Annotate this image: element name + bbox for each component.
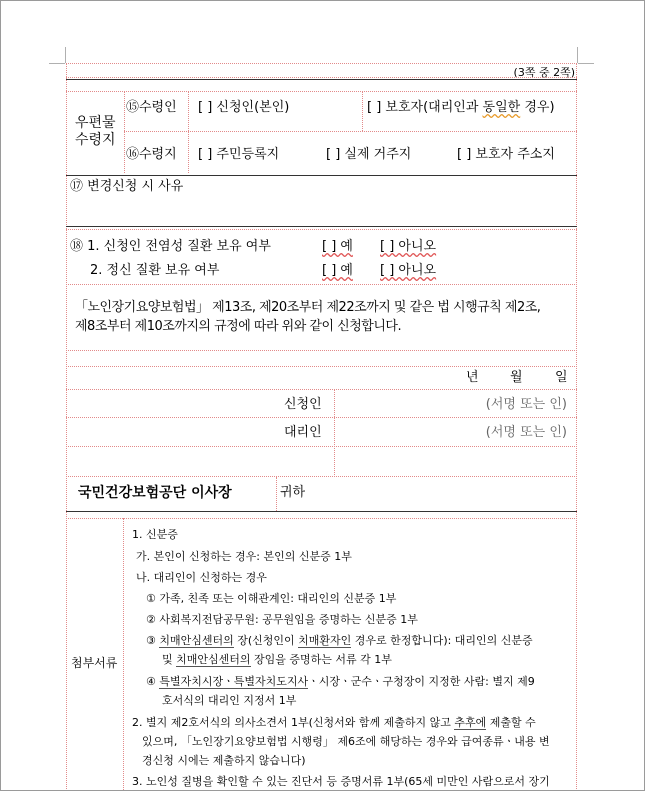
disease-q1-label: ⑱ 1. 신청인 전염성 질환 보유 여부 — [70, 239, 271, 254]
date-month[interactable]: 월 — [510, 370, 523, 385]
attachment-line-10: 2. 별지 제2호서식의 의사소견서 1부(신청서와 함께 제출하지 않고 추후에 제출할 수 — [132, 716, 536, 729]
statement-line-2: 제8조부터 제10조까지의 규정에 따라 위와 같이 신청합니다. — [75, 319, 402, 334]
place-option-actual-residence[interactable]: [ ] 실제 거주지 — [326, 147, 412, 162]
statement-line-1: 「노인장기요양보험법」 제13조, 제20조부터 제22조까지 및 같은 법 시행규칙 제2조, — [75, 300, 541, 315]
place-label: ⑯수령지 — [126, 147, 177, 162]
page-indicator: (3쪽 중 2쪽) — [513, 66, 575, 79]
signature-proxy-field[interactable]: (서명 또는 인) — [485, 425, 567, 440]
attachment-line-2: 가. 본인이 신청하는 경우: 본인의 신분증 1부 — [136, 550, 352, 563]
receiver-option-guardian[interactable]: [ ] 보호자(대리인과 동일한 경우) — [367, 100, 555, 115]
disease-q2-label: 2. 정신 질환 보유 여부 — [90, 263, 220, 278]
crop-mark-left — [65, 47, 66, 63]
attachment-line-5: ② 사회복지전담공무원: 공무원임을 증명하는 신분증 1부 — [146, 613, 418, 626]
disease-q1-yes[interactable]: [ ] 예 — [322, 239, 353, 254]
disease-q2-yes[interactable]: [ ] 예 — [322, 263, 353, 278]
attachment-line-12: 경신청 시에는 제출하지 않습니다) — [142, 754, 306, 767]
mail-receiver-label-line2: 수령지 — [75, 132, 116, 148]
signature-applicant-field[interactable]: (서명 또는 인) — [485, 397, 567, 412]
attachment-line-8: ④ 특별자치시장ㆍ특별자치도지사ㆍ시장ㆍ군수ㆍ구청장이 지정한 사람: 별지 제9 — [146, 675, 535, 688]
receiver-option-self[interactable]: [ ] 신청인(본인) — [198, 100, 290, 115]
crop-mark-left-h — [49, 63, 65, 64]
attachment-line-6: ③ 치매안심센터의 장(신청인이 치매환자인 경우로 한정합니다): 대리인의 신분증 — [146, 634, 533, 647]
change-reason-label: ⑰ 변경신청 시 사유 — [70, 179, 184, 194]
right-border — [576, 63, 577, 791]
receiver-label: ⑮수령인 — [126, 100, 177, 115]
mail-receiver-label-line1: 우편물 — [75, 115, 116, 131]
attachment-line-3: 나. 대리인이 신청하는 경우 — [136, 571, 267, 584]
disease-q1-no[interactable]: [ ] 아니오 — [380, 239, 437, 254]
place-option-guardian-address[interactable]: [ ] 보호자 주소지 — [457, 147, 555, 162]
recipient-title: 국민건강보험공단 이사장 — [78, 485, 232, 501]
attachment-line-4: ① 가족, 친족 또는 이해관계인: 대리인의 신분증 1부 — [146, 592, 397, 605]
place-option-registered-address[interactable]: [ ] 주민등록지 — [198, 147, 280, 162]
attachment-line-11: 있으며, 「노인장기요양보험법 시행령」 제6조에 해당하는 경우와 급여종류ㆍ내용 변 — [142, 735, 550, 748]
date-day[interactable]: 일 — [555, 370, 568, 385]
recipient-suffix: 귀하 — [280, 485, 306, 500]
attachment-line-7: 및 치매안심센터의 장임을 증명하는 서류 각 1부 — [162, 653, 392, 666]
crop-mark-right-h — [578, 63, 594, 64]
crop-mark-right — [577, 47, 578, 63]
attachment-line-1: 1. 신분증 — [132, 528, 178, 541]
left-border — [66, 63, 67, 791]
date-year[interactable]: 년 — [466, 370, 479, 385]
signature-proxy-role: 대리인 — [284, 425, 322, 440]
attachments-label: 첨부서류 — [71, 656, 118, 670]
signature-applicant-role: 신청인 — [284, 397, 322, 412]
attachment-line-9: 호서식의 대리인 지정서 1부 — [162, 694, 297, 707]
attachment-line-13: 3. 노인성 질병을 확인할 수 있는 진단서 등 증명서류 1부(65세 미만인 사람으로서 장기 — [132, 775, 550, 788]
disease-q2-no[interactable]: [ ] 아니오 — [380, 263, 437, 278]
